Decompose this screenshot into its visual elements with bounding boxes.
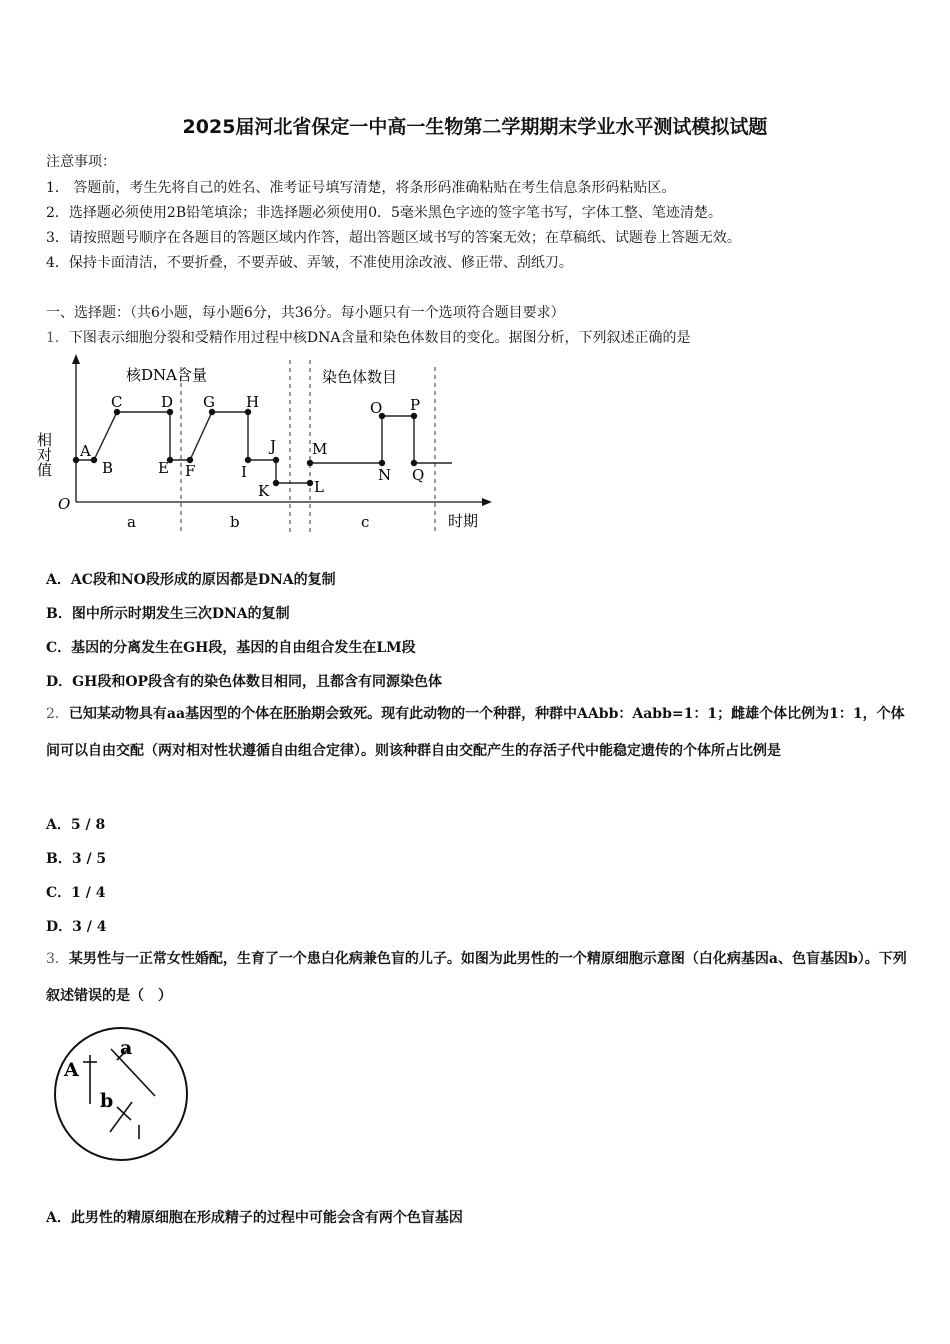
q1-option-c: C．基因的分离发生在GH段，基因的自由组合发生在LM段 xyxy=(46,640,416,656)
q2-option-d: D．3 / 4 xyxy=(46,919,107,935)
question-1-stem xyxy=(46,327,691,347)
question-2-text: 已知某动物具有aa基因型的个体在胚胎期会致死。现有此动物的一个种群，种群中AAbb：Aabb=1：1；雌雄个体比例为1：1，个体间可以自由交配（两对相对性状遵循自由组合定律）。则该种群自由交配产生的存活子代中能稳定遗传的个体所占比例是 xyxy=(46,706,905,759)
dna-chromosome-graph xyxy=(35,352,494,537)
q2-option-a: A．5 / 8 xyxy=(46,817,106,833)
question-3-stem xyxy=(46,941,908,1015)
question-3-number: 3． xyxy=(46,951,69,967)
q1-option-a: A．AC段和NO段形成的原因都是DNA的复制 xyxy=(46,572,336,588)
notice-heading: 注意事项： xyxy=(46,154,116,170)
gene-a-label: a xyxy=(120,1037,133,1059)
point-I: I xyxy=(241,463,247,481)
gene-A-label: A xyxy=(64,1059,79,1081)
origin-label: O xyxy=(58,495,71,513)
notice-item-1: 1． 答题前，考生先将自己的姓名、准考证号填写清楚，将条形码准确粘贴在考生信息条形码粘贴区。 xyxy=(46,180,676,196)
question-3-text: 某男性与一正常女性婚配，生育了一个患白化病兼色盲的儿子。如图为此男性的一个精原细胞示意图（白化病基因a、色盲基因b）。下列叙述错误的是（ ） xyxy=(46,951,907,1004)
gene-b-label: b xyxy=(100,1090,114,1112)
point-J: J xyxy=(270,437,277,455)
question-1-text: 下图表示细胞分裂和受精作用过程中核DNA含量和染色体数目的变化。据图分析，下列叙述正确的是 xyxy=(68,330,691,346)
exam-title: 2025届河北省保定一中高一生物第二学期期末学业水平测试模拟试题 xyxy=(182,116,768,138)
chromosome-label: 染色体数目 xyxy=(322,368,398,386)
point-B: B xyxy=(102,459,114,477)
point-P: P xyxy=(410,396,421,414)
phase-c: c xyxy=(361,513,370,531)
q2-option-c: C．1 / 4 xyxy=(46,885,106,901)
question-2-stem xyxy=(46,696,908,770)
point-M: M xyxy=(312,440,328,458)
point-G: G xyxy=(203,393,215,411)
notice-item-4: 4．保持卡面清洁，不要折叠，不要弄破、弄皱，不准使用涂改液、修正带、刮纸刀。 xyxy=(46,255,573,271)
point-D: D xyxy=(161,393,174,411)
question-1-number: 1． xyxy=(46,330,69,346)
point-A: A xyxy=(80,442,91,460)
point-C: C xyxy=(111,393,123,411)
chromosome-curve xyxy=(310,416,452,463)
section-heading: 一、选择题：（共6小题，每小题6分，共36分。每小题只有一个选项符合题目要求） xyxy=(46,305,565,321)
notice-item-3: 3．请按照题号顺序在各题目的答题区域内作答，超出答题区域书写的答案无效；在草稿纸、试题卷上答题无效。 xyxy=(46,230,741,246)
q2-option-b: B．3 / 5 xyxy=(46,851,107,867)
y-axis-label: 相对值 xyxy=(35,432,53,477)
point-K: K xyxy=(258,482,270,500)
point-H: H xyxy=(246,393,260,411)
point-E: E xyxy=(158,459,169,477)
point-Q: Q xyxy=(412,466,425,484)
question-2-number: 2． xyxy=(46,706,69,722)
q3-option-a: A．此男性的精原细胞在形成精子的过程中可能会含有两个色盲基因 xyxy=(46,1210,463,1226)
point-L: L xyxy=(314,478,324,496)
phase-a: a xyxy=(127,513,136,531)
q1-option-d: D．GH段和OP段含有的染色体数目相同，且都含有同源染色体 xyxy=(46,674,443,690)
dna-label: 核DNA含量 xyxy=(126,366,207,384)
point-N: N xyxy=(378,466,392,484)
point-F: F xyxy=(185,462,196,480)
spermatogonium-cell-diagram xyxy=(52,1024,192,1164)
x-axis-label: 时期 xyxy=(448,512,479,530)
phase-b: b xyxy=(230,513,240,531)
q1-option-b: B．图中所示时期发生三次DNA的复制 xyxy=(46,606,290,622)
point-O: O xyxy=(370,399,383,417)
notice-item-2: 2．选择题必须使用2B铅笔填涂；非选择题必须使用0．5毫米黑色字迹的签字笔书写，字体工整、笔迹清楚。 xyxy=(46,205,722,221)
